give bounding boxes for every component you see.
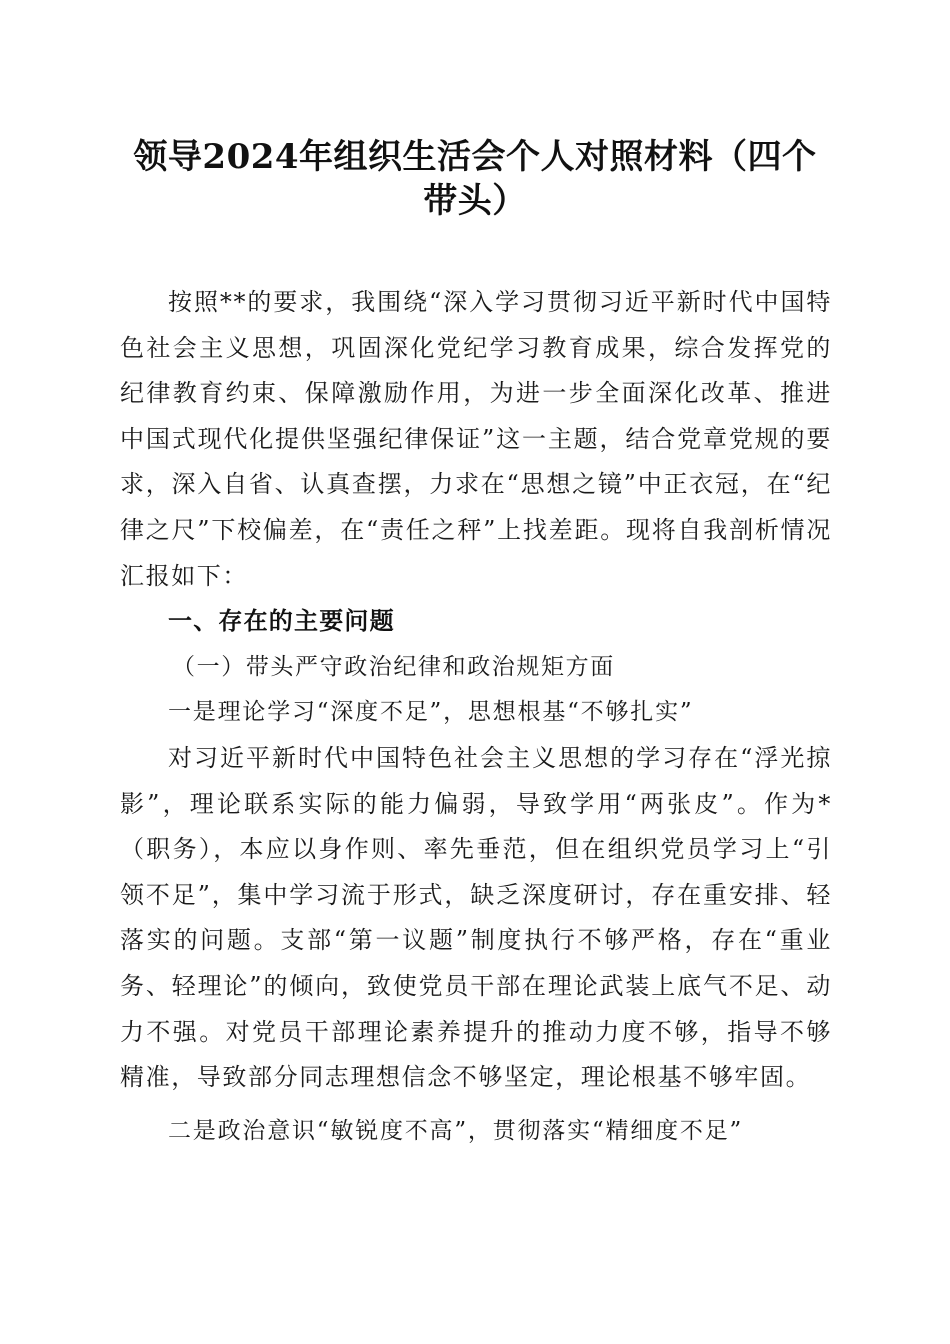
paragraph-spacer xyxy=(120,1101,832,1109)
section-heading-main-problems: 一、存在的主要问题 xyxy=(168,607,395,636)
point-body-theory-study: 对习近平新时代中国特色社会主义思想的学习存在“浮光掠影”，理论联系实际的能力偏弱，导致学用“两张皮”。作为*（职务），本应以身作则、率先垂范，但在组织党员学习上“引领不足”，集中学习流于形式，缺乏深度研讨，存在重安排、轻落实的问题。支部“第一议题”制度执行不够严格，存在“重业务、轻理论”的倾向，致使党员干部在理论武装上底气不足、动力不强。对党员干部理论素养提升的推动力度不够，指导不够精准，导致部分同志理想信念不够坚定，理论根基不够牢固。 xyxy=(120,743,832,1092)
document-body xyxy=(120,280,832,1154)
document-title: 领导2024年组织生活会个人对照材料（四个带头） xyxy=(133,137,817,221)
subsection-heading-political-discipline: （一）带头严守政治纪律和政治规矩方面 xyxy=(172,653,615,680)
point-heading-theory-study: 一是理论学习“深度不足”，思想根基“不够扎实” xyxy=(168,699,694,726)
intro-paragraph: 按照**的要求，我围绕“深入学习贯彻习近平新时代中国特色社会主义思想，巩固深化党纪学习教育成果，综合发挥党的纪律教育约束、保障激励作用，为进一步全面深化改革、推进中国式现代化提供坚强纪律保证”这一主题，结合党章党规的要求，深入自省、认真查摆，力求在“思想之镜”中正衣冠，在“纪律之尺”下校偏差，在“责任之秤”上找差距。现将自我剖析情况汇报如下： xyxy=(120,288,832,590)
point-heading-political-awareness: 二是政治意识“敏锐度不高”，贯彻落实“精细度不足” xyxy=(168,1117,744,1144)
